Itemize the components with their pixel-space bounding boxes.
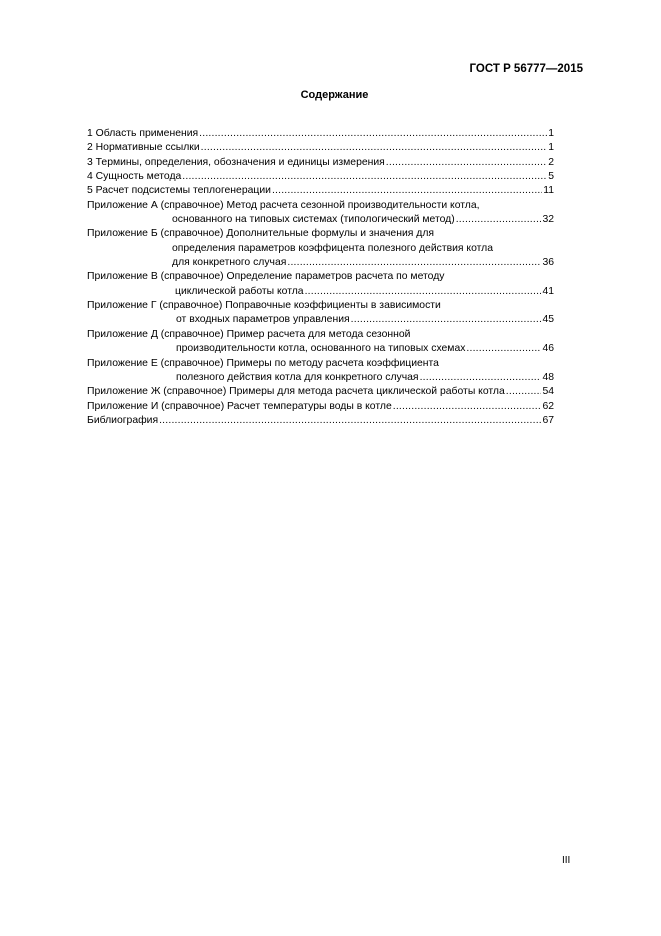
page-ref: 32 (542, 214, 554, 226)
toc-entry-appendix-i[interactable]: Приложение И (справочное) Расчет температуры воды в котле ..... 62 (87, 400, 554, 414)
page-ref: 48 (542, 371, 554, 383)
page-ref: 11 (543, 185, 554, 197)
document-code: ГОСТ Р 56777—2015 (469, 63, 583, 75)
page-ref: 46 (542, 343, 554, 355)
toc-entry-appendix-b[interactable]: Приложение Б (справочное) Дополнительные формулы и значения для (87, 228, 435, 240)
page-ref: 54 (542, 386, 554, 398)
table-of-contents (87, 127, 554, 428)
toc-entry-method[interactable]: 4 Сущность метода ..... 5 (87, 170, 554, 184)
toc-entry-appendix-e-cont[interactable]: полезного действия котла для конкретного случая ..... 48 (87, 371, 554, 385)
toc-entry-appendix-b-cont2[interactable]: для конкретного случая ..... 36 (87, 256, 554, 270)
page-ref: 62 (542, 400, 554, 412)
toc-entry-appendix-d[interactable]: Приложение Д (справочное) Пример расчета для метода сезонной (87, 328, 411, 340)
page-ref: 41 (542, 285, 554, 297)
page-ref: 36 (542, 257, 554, 269)
toc-title: Содержание (300, 89, 369, 101)
toc-entry-appendix-e[interactable]: Приложение Е (справочное) Примеры по методу расчета коэффициента (87, 357, 439, 369)
toc-entry-appendix-b-cont[interactable]: определения параметров коэффицента полезного действия котла (172, 242, 494, 254)
toc-entry-appendix-a[interactable]: Приложение А (справочное) Метод расчета сезонной производительности котла, (87, 199, 480, 211)
page-ref: 1 (548, 142, 554, 154)
toc-entry-bibliography[interactable]: Библиография ..... 67 (87, 414, 554, 428)
toc-entry-appendix-g[interactable]: Приложение Г (справочное) Поправочные коэффициенты в зависимости (87, 300, 441, 312)
toc-entry-appendix-a-cont[interactable]: основанного на типовых системах (типологический метод) ..... 32 (87, 213, 554, 227)
page-ref: 2 (548, 156, 554, 168)
toc-entry-normative-refs[interactable]: 2 Нормативные ссылки ..... 1 (87, 141, 554, 155)
page-ref: 1 (548, 128, 554, 139)
toc-entry-terms[interactable]: 3 Термины, определения, обозначения и единицы измерения ..... 2 (87, 156, 554, 170)
toc-entry-appendix-v[interactable]: Приложение В (справочное) Определение параметров расчета по методу (87, 271, 445, 283)
toc-entry-appendix-d-cont[interactable]: производительности котла, основанного на типовых схемах ..... 46 (87, 342, 554, 356)
page-ref: 67 (542, 414, 554, 426)
toc-entry-scope[interactable]: 1 Область применения ..... 1 (87, 127, 554, 141)
toc-entry-appendix-zh[interactable]: Приложение Ж (справочное) Примеры для метода расчета циклической работы котла ..... 54 (87, 385, 554, 399)
page-number: III (562, 855, 571, 866)
toc-entry-appendix-v-cont[interactable]: циклической работы котла ..... 41 (87, 285, 554, 299)
page-ref: 5 (548, 171, 554, 183)
page-ref: 45 (542, 314, 554, 326)
toc-entry-appendix-g-cont[interactable]: от входных параметров управления ..... 45 (87, 313, 554, 327)
toc-entry-heat-generation[interactable]: 5 Расчет подсистемы теплогенерации ..... 11 (87, 184, 554, 198)
